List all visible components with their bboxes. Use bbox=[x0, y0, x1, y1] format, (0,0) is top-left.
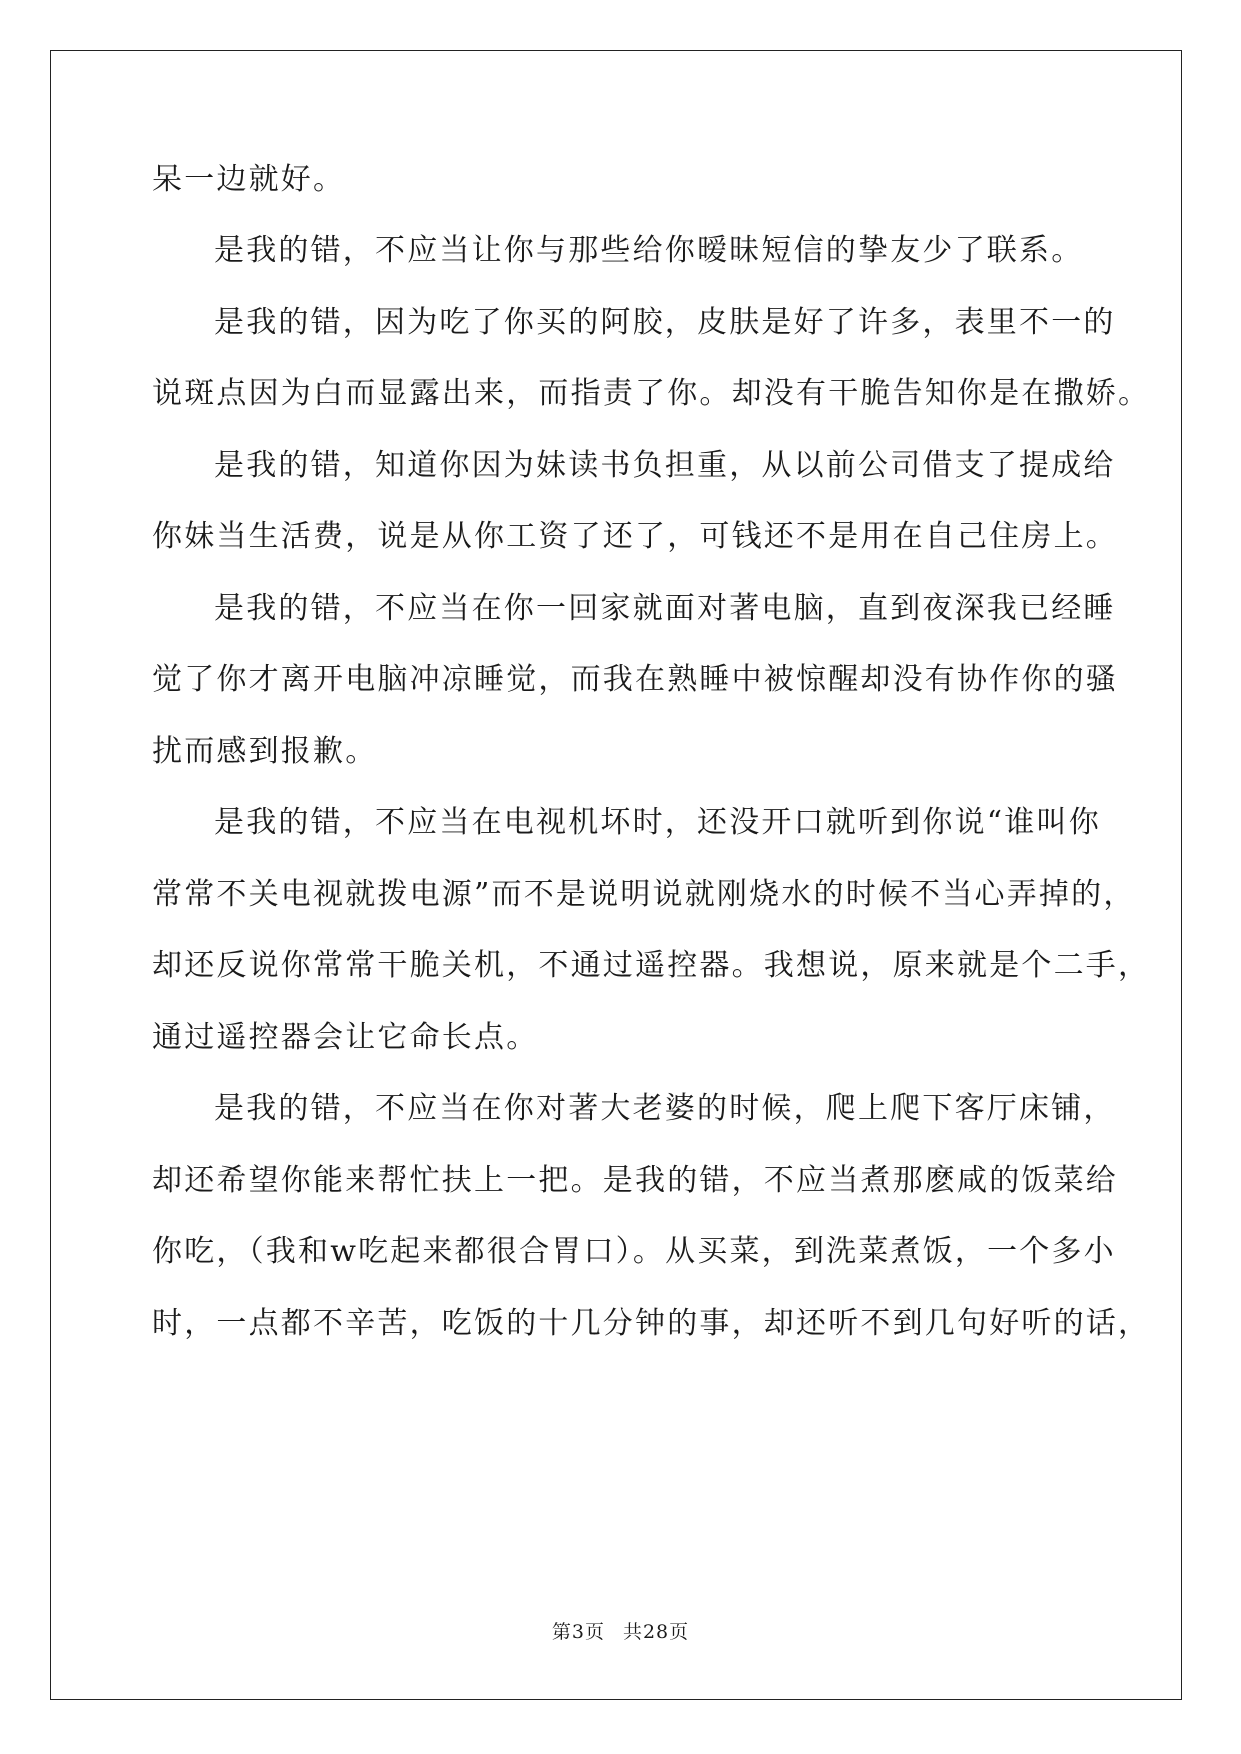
page-total: 共28页 bbox=[622, 1621, 690, 1643]
text-line: 是我的错，不应当在你对著大老婆的时候，爬上爬下客厅床铺， bbox=[214, 1091, 1116, 1126]
text-line: 是我的错，知道你因为妹读书负担重，从以前公司借支了提成给 bbox=[214, 448, 1116, 483]
text-line: 扰而感到报歉。 bbox=[152, 734, 378, 769]
text-line: 觉了你才离开电脑冲凉睡觉，而我在熟睡中被惊醒却没有协作你的骚 bbox=[152, 662, 1118, 697]
text-line: 说斑点因为白而显露出来，而指责了你。却没有干脆告知你是在撒娇。 bbox=[152, 376, 1151, 411]
text-line: 却还反说你常常干脆关机，不通过遥控器。我想说，原来就是个二手， bbox=[152, 948, 1151, 983]
text-line: 是我的错，不应当让你与那些给你暧昧短信的挚友少了联系。 bbox=[214, 233, 1084, 268]
page-footer bbox=[0, 1617, 1241, 1644]
text-line: 呆一边就好。 bbox=[152, 162, 346, 197]
text-line: 是我的错，不应当在你一回家就面对著电脑，直到夜深我已经睡 bbox=[214, 591, 1116, 626]
text-line: 通过遥控器会让它命长点。 bbox=[152, 1020, 539, 1055]
text-line: 你妹当生活费，说是从你工资了还了，可钱还不是用在自己住房上。 bbox=[152, 519, 1118, 554]
text-line: 却还希望你能来帮忙扶上一把。是我的错，不应当煮那麽咸的饭菜给 bbox=[152, 1163, 1118, 1198]
text-line: 是我的错，不应当在电视机坏时，还没开口就听到你说“谁叫你 bbox=[214, 805, 1101, 840]
page-number: 第3页 bbox=[551, 1621, 605, 1643]
text-line: 你吃，（我和w吃起来都很合胃口）。从买菜，到洗菜煮饭，一个多小 bbox=[152, 1234, 1116, 1269]
text-line: 常常不关电视就拨电源”而不是说明说就刚烧水的时候不当心弄掉的， bbox=[152, 877, 1136, 912]
text-line: 时，一点都不辛苦，吃饭的十几分钟的事，却还听不到几句好听的话， bbox=[152, 1306, 1151, 1341]
text-line: 是我的错，因为吃了你买的阿胶，皮肤是好了许多，表里不一的 bbox=[214, 305, 1116, 340]
